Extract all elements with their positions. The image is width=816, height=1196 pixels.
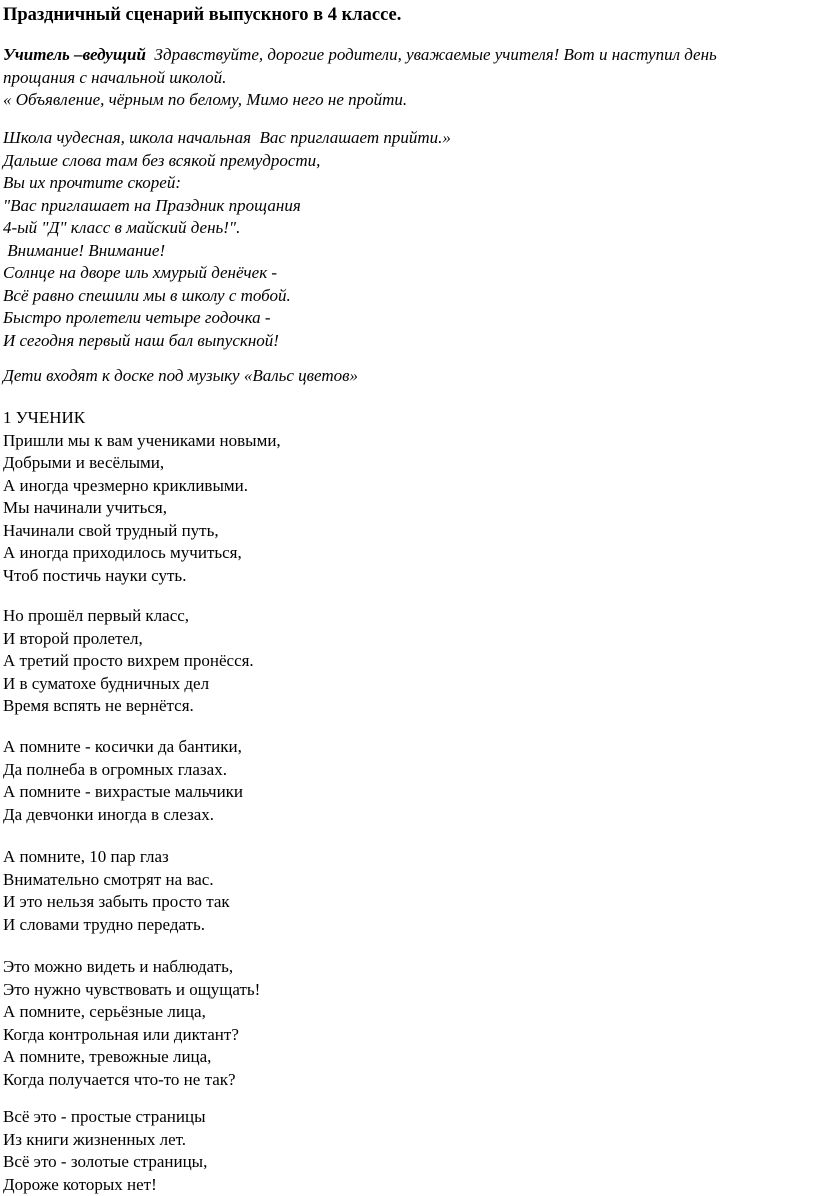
intro-line: [3, 44, 813, 67]
verse-line: А помните, 10 пар глаз: [3, 847, 169, 866]
verse-line: А третий просто вихрем пронёсся.: [3, 651, 254, 670]
verse-line: И в суматохе будничных дел: [3, 673, 210, 693]
intro-paragraph: [3, 44, 813, 112]
verse-line: Но прошёл первый класс,: [3, 606, 190, 625]
verse-line: Внимание! Внимание!: [3, 240, 166, 260]
verse-line: А иногда приходилось мучиться,: [3, 543, 242, 562]
intro-line: « Объявление, чёрным по белому, Мимо него не пройти.: [3, 90, 408, 109]
verse-line: Пришли мы к вам учениками новыми,: [3, 430, 281, 450]
verse-line: Да полнеба в огромных глазах.: [3, 759, 227, 779]
verse-line: Дальше слова там без всякой премудрости,: [3, 150, 321, 170]
student1-stanza-3: [3, 736, 813, 826]
verse-line: "Вас приглашает на Праздник прощания: [3, 195, 301, 215]
verse-line: И это нельзя забыть просто так: [3, 892, 230, 911]
student1-stanza-5: [3, 956, 813, 1091]
verse-line: Вы их прочтите скорей:: [3, 173, 182, 192]
verse-line: Дороже которых нет!: [3, 1174, 157, 1194]
verse-line: Время вспять не вернётся.: [3, 696, 194, 715]
verse-line: Школа чудесная, школа начальная Вас приглашает прийти.»: [3, 128, 451, 147]
verse-line: Из книги жизненных лет.: [3, 1129, 187, 1149]
verse-line: А помните, тревожные лица,: [3, 1047, 212, 1066]
verse-line: Быстро пролетели четыре годочка -: [3, 308, 271, 327]
speaker-label: Учитель –ведущий: [3, 45, 146, 64]
verse-line: Добрыми и весёлыми,: [3, 453, 165, 472]
verse-line: Начинали свой трудный путь,: [3, 520, 219, 540]
verse-line: А помните - косички да бантики,: [3, 737, 242, 756]
student1-stanza-6: [3, 1106, 813, 1196]
verse-line: Всё равно спешили мы в школу с тобой.: [3, 285, 291, 305]
student1-stanza-2: [3, 605, 813, 718]
verse-line: Всё это - простые страницы: [3, 1107, 206, 1126]
stage-direction: [3, 365, 813, 388]
stage-direction-text: Дети входят к доске под музыку «Вальс цветов»: [3, 366, 359, 385]
verse-line: Когда получается что-то не так?: [3, 1069, 236, 1089]
verse-line: Когда контрольная или диктант?: [3, 1024, 239, 1044]
student1-stanza-1: [3, 407, 813, 587]
verse-line: А помните - вихрастые мальчики: [3, 782, 244, 801]
verse-line: 4-ый "Д" класс в майский день!".: [3, 218, 241, 237]
intro-text: Здравствуйте, дорогие родители, уважаемые учителя! Вот и наступил день: [145, 45, 717, 64]
student1-stanza-4: [3, 846, 813, 936]
verse-line: Солнце на дворе иль хмурый денёчек -: [3, 263, 278, 282]
intro-line: прощания с начальной школой.: [3, 67, 227, 87]
verse-line: И второй пролетел,: [3, 628, 143, 648]
verse-line: Это нужно чувствовать и ощущать!: [3, 979, 261, 999]
verse-line: А помните, серьёзные лица,: [3, 1002, 206, 1021]
verse-line: Внимательно смотрят на вас.: [3, 869, 214, 889]
verse-line: Мы начинали учиться,: [3, 498, 167, 517]
document-title: Праздничный сценарий выпускного в 4 классе.: [3, 5, 402, 25]
invitation-verse: [3, 127, 813, 352]
verse-line: И словами трудно передать.: [3, 914, 205, 934]
verse-line: Да девчонки иногда в слезах.: [3, 804, 215, 824]
verse-line: А иногда чрезмерно крикливыми.: [3, 475, 248, 495]
verse-line: Всё это - золотые страницы,: [3, 1152, 208, 1171]
verse-line: Это можно видеть и наблюдать,: [3, 957, 234, 976]
verse-line: Чтоб постичь науки суть.: [3, 565, 187, 585]
student-heading: 1 УЧЕНИК: [3, 408, 86, 427]
verse-line: И сегодня первый наш бал выпускной!: [3, 330, 279, 350]
